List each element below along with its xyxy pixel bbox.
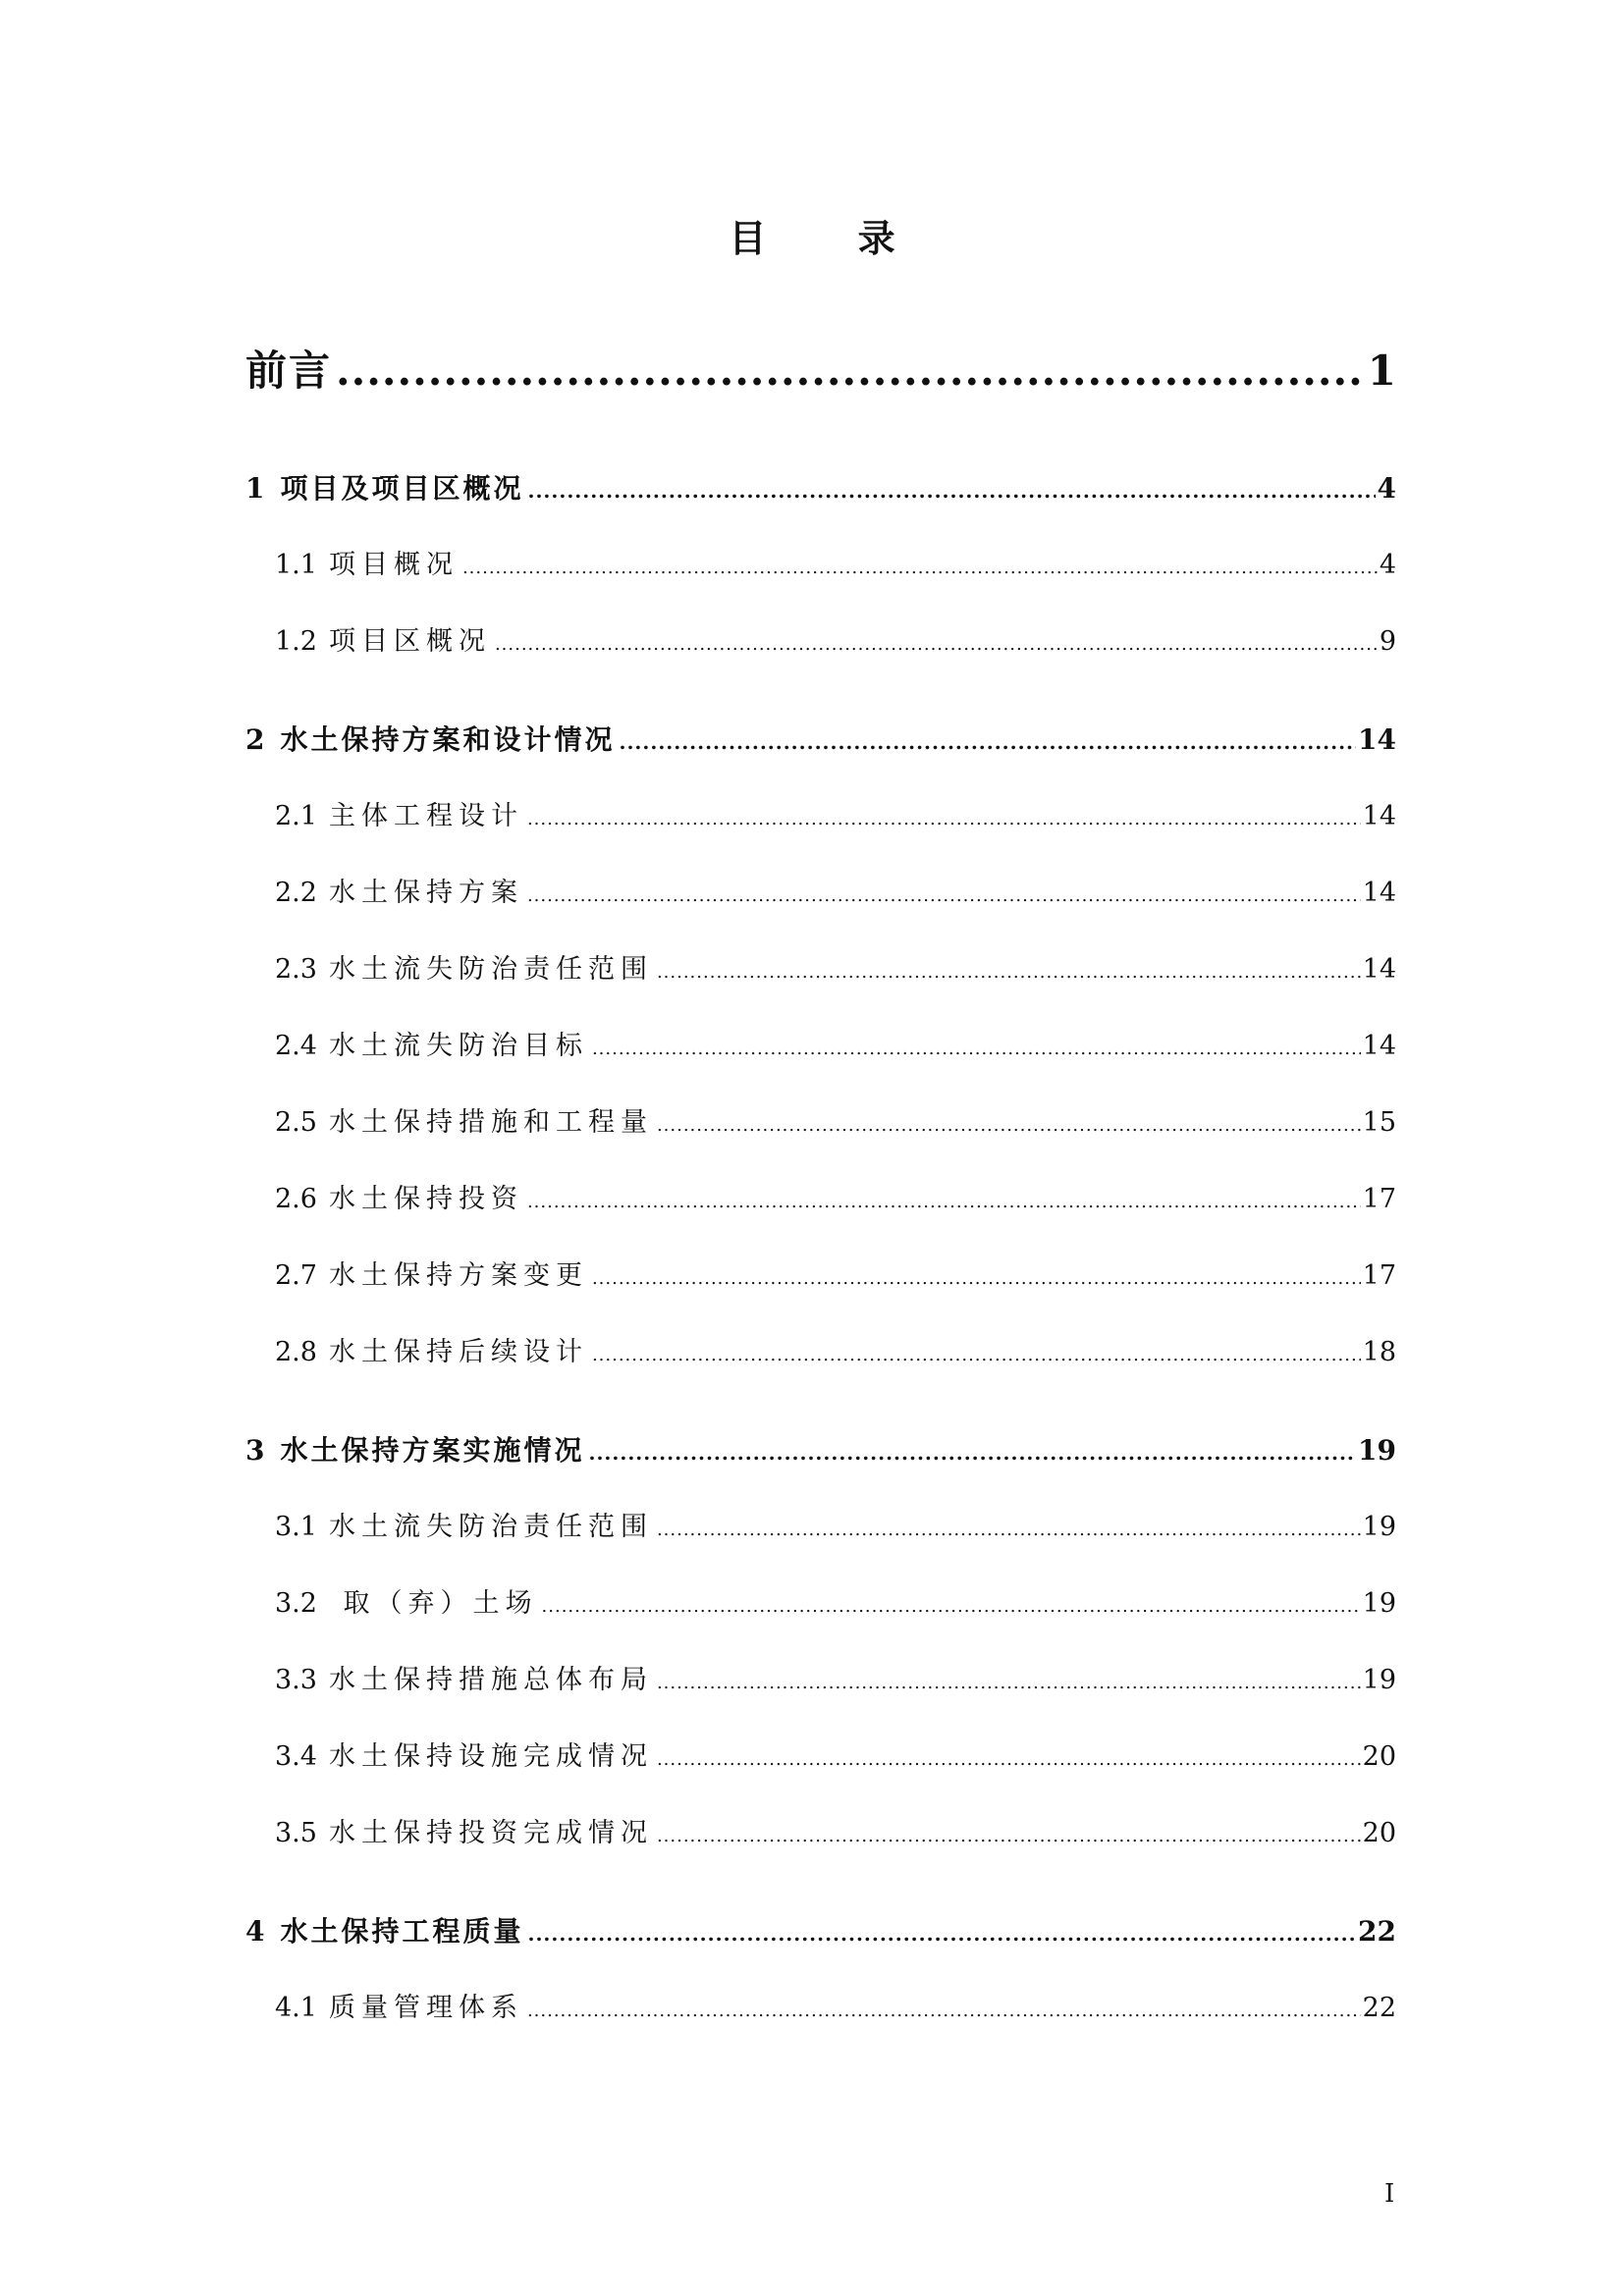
toc-dot-leader — [527, 800, 1361, 839]
toc-entry-chapter[interactable] — [245, 1431, 1396, 1470]
toc-page-number: 18 — [1362, 1337, 1396, 1367]
toc-entry-section[interactable] — [275, 1027, 1396, 1066]
toc-page-number: 9 — [1379, 626, 1396, 657]
toc-page-number: 20 — [1362, 1741, 1396, 1772]
toc-entry-section[interactable] — [275, 622, 1396, 662]
toc-page-number: 14 — [1362, 878, 1396, 908]
toc-entry-label: 水土保持投资 — [328, 1184, 523, 1214]
toc-entry-label: 水土保持方案 — [328, 878, 523, 908]
toc-entry-number: 2.1 — [275, 801, 317, 831]
toc-entry-label: 水土保持措施总体布局 — [328, 1665, 653, 1695]
toc-page-number: 17 — [1362, 1260, 1396, 1291]
toc-entry-number: 4 — [245, 1915, 265, 1948]
toc-entry-section[interactable] — [275, 1661, 1396, 1700]
toc-entry-label: 水土保持投资完成情况 — [328, 1818, 653, 1848]
toc-entry-number: 3.3 — [275, 1665, 317, 1695]
toc-entry-section[interactable] — [275, 1584, 1396, 1624]
toc-entry-section[interactable] — [275, 1333, 1396, 1372]
toc-entry-number: 3.4 — [275, 1741, 317, 1772]
toc-entry-number: 1 — [245, 472, 265, 505]
toc-entry-section[interactable] — [275, 1814, 1396, 1853]
toc-dot-leader — [657, 1511, 1361, 1550]
toc-entry-section[interactable] — [275, 1256, 1396, 1296]
toc-entry-label: 水土保持方案实施情况 — [280, 1434, 585, 1467]
toc-entry-label: 水土保持方案变更 — [328, 1260, 588, 1291]
toc-entry-section[interactable] — [275, 950, 1396, 989]
toc-entry-chapter[interactable] — [245, 721, 1396, 760]
page-title: 目 录 — [729, 217, 935, 260]
toc-dot-leader — [527, 1183, 1361, 1222]
toc-page-number: 20 — [1362, 1818, 1396, 1848]
toc-dot-leader — [657, 1817, 1361, 1856]
toc-dot-leader — [462, 549, 1378, 588]
toc-entry-number: 2.5 — [275, 1107, 317, 1138]
toc-dot-leader — [657, 1106, 1361, 1146]
toc-dot-leader — [620, 722, 1357, 762]
toc-entry-chapter[interactable] — [245, 1912, 1396, 1951]
toc-page-number: 4 — [1379, 550, 1396, 580]
toc-entry-number: 2.2 — [275, 878, 317, 908]
toc-page-number: 4 — [1377, 472, 1396, 505]
toc-entry-number: 3.5 — [275, 1818, 317, 1848]
toc-dot-leader — [589, 1433, 1357, 1472]
toc-page-number: 19 — [1362, 1512, 1396, 1542]
toc-entry-chapter[interactable] — [245, 469, 1396, 508]
toc-dot-leader — [528, 471, 1376, 510]
toc-dot-leader — [527, 1992, 1361, 2031]
toc-page-number: 22 — [1362, 1993, 1396, 2023]
toc-entry-number: 2.8 — [275, 1337, 317, 1367]
toc-entry-label: 前言 — [245, 347, 333, 395]
toc-page-number: 14 — [1358, 723, 1396, 756]
toc-dot-leader — [528, 1914, 1357, 1953]
toc-entry-section[interactable] — [275, 797, 1396, 836]
toc-page-number: 19 — [1362, 1588, 1396, 1619]
toc-entry-number: 2.7 — [275, 1260, 317, 1291]
toc-entry-section[interactable] — [275, 1508, 1396, 1547]
toc-entry-number: 1.1 — [275, 550, 317, 580]
toc-page-number: 17 — [1362, 1184, 1396, 1214]
toc-entry-label: 水土保持工程质量 — [280, 1915, 524, 1948]
toc-entry-label: 项目区概况 — [328, 626, 491, 657]
toc-dot-leader — [336, 344, 1366, 399]
toc-entry-label: 质量管理体系 — [328, 1993, 523, 2023]
toc-entry-section[interactable] — [275, 1737, 1396, 1777]
toc-dot-leader — [592, 1336, 1361, 1375]
toc-page-number: 19 — [1358, 1434, 1396, 1467]
toc-entry-number: 2.6 — [275, 1184, 317, 1214]
toc-entry-number: 3.1 — [275, 1512, 317, 1542]
toc-page-number: 19 — [1362, 1665, 1396, 1695]
toc-entry-section[interactable] — [275, 1989, 1396, 2028]
toc-dot-leader — [657, 953, 1361, 992]
toc-entry-section[interactable] — [275, 874, 1396, 913]
toc-page-number: 14 — [1362, 801, 1396, 831]
toc-entry-number: 4.1 — [275, 1993, 317, 2023]
toc-page-number: 1 — [1367, 347, 1396, 395]
toc-entry-number: 3 — [245, 1434, 265, 1467]
toc-entry-label: 水土保持方案和设计情况 — [280, 723, 616, 756]
toc-dot-leader — [592, 1259, 1361, 1299]
toc-entry-label: 水土保持措施和工程量 — [328, 1107, 653, 1138]
toc-entry-number: 2.4 — [275, 1031, 317, 1061]
toc-entry-number: 2 — [245, 723, 265, 756]
toc-entry-label: 项目及项目区概况 — [280, 472, 524, 505]
toc-dot-leader — [592, 1030, 1361, 1069]
footer-page-number: I — [1384, 2179, 1395, 2209]
toc-page-number: 14 — [1362, 954, 1396, 985]
toc-entry-label: 取（弃）土场 — [328, 1588, 538, 1619]
toc-entry-number: 3.2 — [275, 1588, 317, 1619]
toc-entry-section[interactable] — [275, 1180, 1396, 1219]
toc-entry-label: 水土保持后续设计 — [328, 1337, 588, 1367]
toc-entry-label: 主体工程设计 — [328, 801, 523, 831]
toc-entry-number: 2.3 — [275, 954, 317, 985]
toc-entry-label: 水土保持设施完成情况 — [328, 1741, 653, 1772]
toc-dot-leader — [657, 1740, 1361, 1780]
toc-entry-label: 水土流失防治目标 — [328, 1031, 588, 1061]
toc-page-number: 22 — [1358, 1915, 1396, 1948]
toc-entry-number: 1.2 — [275, 626, 317, 657]
toc-dot-leader — [542, 1587, 1361, 1627]
toc-entry-section[interactable] — [275, 546, 1396, 585]
toc-dot-leader — [495, 625, 1378, 665]
toc-entry-label: 水土流失防治责任范围 — [328, 1512, 653, 1542]
toc-entry-label: 水土流失防治责任范围 — [328, 954, 653, 985]
toc-page-number: 15 — [1362, 1107, 1396, 1138]
toc-entry-section[interactable] — [275, 1103, 1396, 1143]
toc-page-number: 14 — [1362, 1031, 1396, 1061]
toc-entry-preface[interactable] — [245, 344, 1396, 399]
toc-dot-leader — [657, 1664, 1361, 1703]
toc-entry-label: 项目概况 — [328, 550, 459, 580]
toc-dot-leader — [527, 877, 1361, 916]
